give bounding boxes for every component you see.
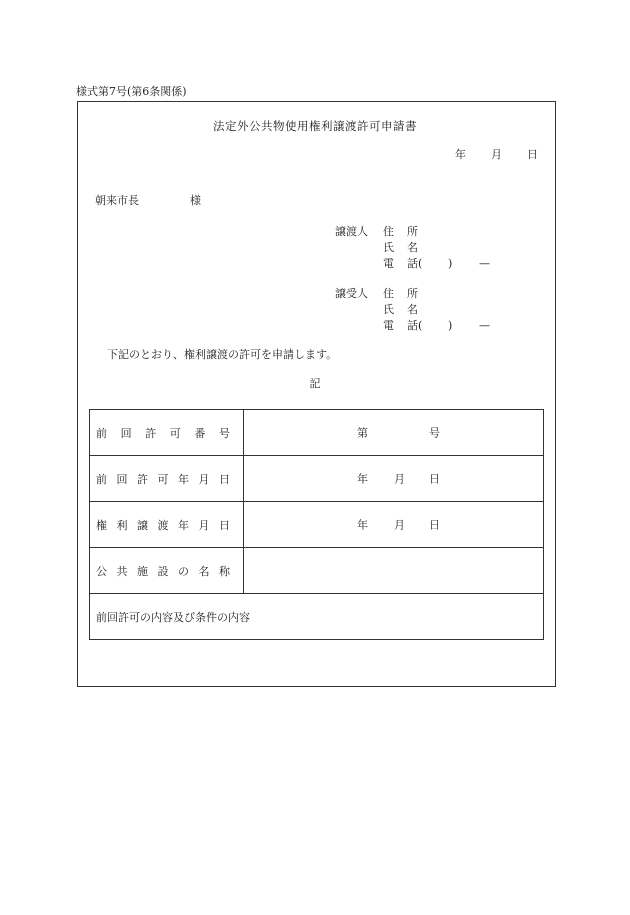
transferor-name-label-2: 名	[407, 241, 418, 254]
date-year-label: 年	[455, 148, 466, 161]
label-char: 共	[116, 564, 128, 578]
label-char: 許	[137, 472, 148, 486]
public-facility-name-label	[90, 548, 244, 594]
transferee-address-label-2: 所	[407, 287, 418, 300]
transferor-phone-close: )	[448, 257, 453, 270]
label-char: 号	[218, 426, 230, 440]
transferor-phone-label-2: 話(	[407, 257, 423, 270]
public-facility-name-field[interactable]	[244, 548, 544, 594]
label-char: 年	[178, 518, 189, 532]
transferee-role: 譲受人	[335, 287, 368, 300]
label-char: 利	[116, 518, 128, 532]
label-char: 月	[198, 472, 210, 486]
transferee-phone-dash: —	[479, 319, 490, 332]
previous-permit-date-field[interactable]	[244, 456, 544, 502]
form-number-label: 様式第7号(第6条関係)	[76, 85, 187, 98]
label-char: 前	[96, 472, 107, 486]
addressee-name: 朝来市長	[95, 194, 139, 207]
transferor-name-label-1: 氏	[383, 241, 394, 254]
label-char: 回	[116, 472, 128, 486]
label-char: 許	[145, 426, 157, 440]
transferor-role: 譲渡人	[335, 225, 368, 238]
label-char: 可	[157, 472, 169, 486]
document-title: 法定外公共物使用権利譲渡許可申請書	[213, 119, 417, 133]
label-char: 月	[198, 518, 210, 532]
table-row	[90, 410, 544, 456]
label-char: 可	[169, 426, 181, 440]
previous-permit-number-label	[90, 410, 244, 456]
previous-permit-conditions-field[interactable]	[90, 594, 544, 640]
label-char: 日	[219, 518, 230, 532]
transferee-name-label-2: 名	[407, 303, 418, 316]
label-char: 渡	[157, 518, 169, 532]
previous-permit-number-field[interactable]	[244, 410, 544, 456]
transferee-phone-label-2: 話(	[407, 319, 423, 332]
month-unit: 月	[394, 472, 405, 485]
label-char: 権	[96, 518, 107, 532]
transfer-date-field[interactable]	[244, 502, 544, 548]
table-row	[90, 456, 544, 502]
application-statement: 下記のとおり、権利譲渡の許可を申請します。	[107, 348, 338, 361]
label-char: 称	[219, 564, 230, 578]
application-details-table	[89, 409, 544, 640]
table-row	[90, 502, 544, 548]
previous-permit-date-label	[90, 456, 244, 502]
transferor-phone-label-1: 電	[383, 257, 394, 270]
label-char: 前	[96, 426, 107, 440]
label-char: 名	[198, 564, 210, 578]
label-char: 回	[120, 426, 132, 440]
date-month-label: 月	[491, 148, 502, 161]
date-day-label: 日	[527, 148, 538, 161]
addressee-honorific: 様	[190, 194, 201, 207]
transferee-address-label-1: 住	[383, 287, 394, 300]
table-row	[90, 548, 544, 594]
transferor-address-label-2: 所	[407, 225, 418, 238]
permit-number-suffix: 号	[429, 426, 440, 439]
label-char: の	[178, 564, 189, 578]
label-char: 設	[157, 564, 169, 578]
label-char: 譲	[137, 518, 148, 532]
label-char: 日	[219, 472, 230, 486]
transfer-date-label	[90, 502, 244, 548]
transferee-name-label-1: 氏	[383, 303, 394, 316]
label-char: 番	[194, 426, 206, 440]
day-unit: 日	[429, 472, 440, 485]
transferor-phone-dash: —	[479, 257, 490, 270]
month-unit: 月	[394, 518, 405, 531]
label-char: 公	[96, 564, 107, 578]
label-char: 施	[137, 564, 148, 578]
year-unit: 年	[357, 472, 368, 485]
transferee-phone-label-1: 電	[383, 319, 394, 332]
day-unit: 日	[429, 518, 440, 531]
year-unit: 年	[357, 518, 368, 531]
transferor-address-label-1: 住	[383, 225, 394, 238]
transferee-phone-close: )	[448, 319, 453, 332]
ki-heading: 記	[309, 377, 321, 390]
previous-permit-conditions-label: 前回許可の内容及び条件の内容	[96, 610, 250, 624]
table-row	[90, 594, 544, 640]
permit-number-prefix: 第	[357, 426, 368, 439]
label-char: 年	[178, 472, 189, 486]
